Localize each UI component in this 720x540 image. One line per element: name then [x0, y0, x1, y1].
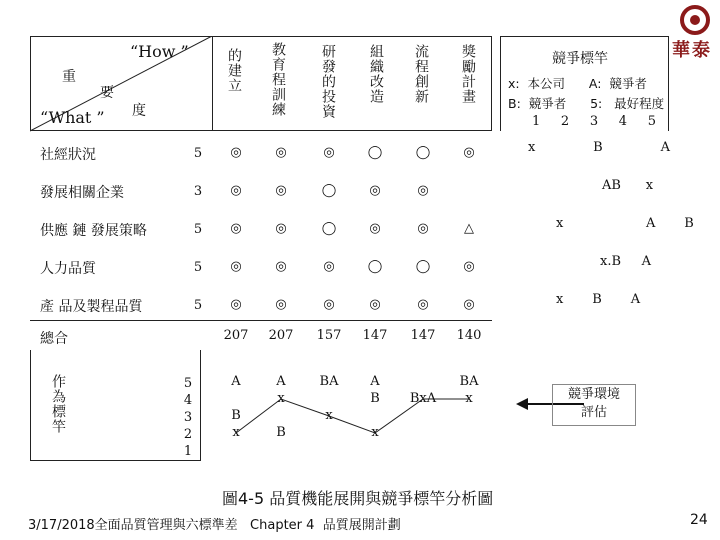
how-label: “How ” — [130, 42, 189, 61]
page-number: 24 — [690, 512, 708, 528]
legend-box-left — [500, 36, 501, 131]
column-header-6: 獎勵計畫 — [460, 44, 476, 104]
benchmark-mark: x — [232, 425, 240, 440]
row-weight: 3 — [193, 184, 203, 199]
benchmark-mark: BxA — [409, 391, 437, 406]
relation-mark: ◎ — [275, 259, 287, 274]
total-value: 157 — [316, 328, 342, 343]
column-header-2: 教育程訓練 — [270, 42, 286, 117]
legend-box-top — [500, 36, 669, 37]
scale-level: 1 — [183, 444, 193, 459]
legend-line-1: x: 本公司 A: 競爭者 — [508, 76, 647, 91]
evaluation-label: 競爭環境 評估 — [567, 387, 620, 420]
relation-mark: ◎ — [230, 145, 242, 160]
benchmark-mark: BA — [319, 374, 339, 389]
relation-mark: ◎ — [369, 183, 381, 198]
row-label: 社經狀況 — [40, 147, 96, 163]
relation-mark: ◎ — [417, 221, 429, 236]
relation-mark: ◎ — [230, 221, 242, 236]
publisher-logo-text: 華泰 — [672, 40, 712, 61]
relation-mark: ◎ — [417, 297, 429, 312]
weight-char-3: 度 — [132, 103, 146, 119]
scale-level: 4 — [183, 393, 193, 408]
column-header-5: 流程創新 — [413, 44, 429, 104]
relation-mark: ◎ — [323, 297, 335, 312]
relation-mark: ◯ — [321, 221, 337, 236]
benchmark-mark: x — [465, 391, 473, 406]
row-label: 人力品質 — [40, 261, 96, 277]
relation-mark: ◯ — [321, 183, 337, 198]
benchmark-mark: x — [371, 425, 379, 440]
benchmark-mark: A — [276, 374, 286, 389]
row-label: 產 品及製程品質 — [40, 299, 143, 315]
benchmark-mark: x — [325, 408, 333, 423]
benchmark-box-bottom — [30, 460, 201, 461]
relation-mark: ◎ — [323, 259, 335, 274]
relation-mark: ◯ — [367, 259, 383, 274]
benchmark-box-left — [30, 350, 31, 460]
scale-level: 2 — [183, 427, 193, 442]
relation-mark: ◎ — [275, 297, 287, 312]
relation-mark: △ — [464, 221, 474, 236]
legend-row: x A B — [556, 216, 694, 231]
relation-mark: ◎ — [275, 221, 287, 236]
relation-mark: ◯ — [415, 145, 431, 160]
benchmark-mark: x — [277, 391, 285, 406]
legend-scale: 1 2 3 4 5 — [532, 114, 657, 129]
legend-row: x B A — [528, 140, 670, 155]
relation-mark: ◎ — [369, 221, 381, 236]
scale-level: 3 — [183, 410, 193, 425]
relation-mark: ◎ — [463, 145, 475, 160]
header-right-line — [491, 36, 492, 131]
benchmark-side-label: 作為標竿 — [50, 374, 66, 434]
relation-mark: ◯ — [367, 145, 383, 160]
benchmark-mark: A — [231, 374, 241, 389]
benchmark-mark: B — [370, 391, 380, 406]
benchmark-mark: B — [276, 425, 286, 440]
weight-char-1: 重 — [62, 69, 76, 85]
weight-char-2: 要 — [100, 85, 114, 101]
row-label: 供應 鏈 發展策略 — [40, 223, 147, 239]
legend-row: AB x — [602, 178, 654, 193]
what-label: “What ” — [40, 108, 105, 127]
legend-box-right — [668, 36, 669, 131]
relation-mark: ◎ — [230, 297, 242, 312]
relation-mark: ◎ — [275, 145, 287, 160]
relation-mark: ◎ — [463, 259, 475, 274]
relation-mark: ◎ — [463, 297, 475, 312]
row-label: 發展相關企業 — [40, 185, 124, 201]
legend-row: x B A — [556, 292, 641, 307]
benchmark-mark: B — [231, 408, 241, 423]
relation-mark: ◎ — [323, 145, 335, 160]
publisher-logo-icon — [676, 4, 714, 38]
legend-title: 競爭標竿 — [552, 51, 608, 67]
relation-mark: ◎ — [275, 183, 287, 198]
total-value: 147 — [362, 328, 388, 343]
footer-left: 3/17/2018全面品質管理與六標準差 Chapter 4 品質展開計劃 — [28, 518, 401, 533]
totals-label: 總合 — [40, 331, 68, 347]
benchmark-mark: BA — [459, 374, 479, 389]
figure-caption: 圖4-5 品質機能展開與競爭標竿分析圖 — [222, 489, 494, 508]
total-value: 207 — [268, 328, 294, 343]
column-header-3: 研發的投資 — [320, 44, 336, 119]
total-value: 207 — [223, 328, 249, 343]
total-value: 147 — [410, 328, 436, 343]
relation-mark: ◎ — [417, 183, 429, 198]
row-weight: 5 — [193, 298, 203, 313]
row-weight: 5 — [193, 260, 203, 275]
relation-mark: ◎ — [230, 183, 242, 198]
legend-row: x.B A — [600, 254, 652, 269]
totals-divider — [30, 320, 492, 321]
benchmark-mark: A — [370, 374, 380, 389]
benchmark-profile — [200, 350, 500, 460]
column-header-4: 組織改造 — [368, 44, 384, 104]
row-weight: 5 — [193, 146, 203, 161]
relation-mark: ◯ — [415, 259, 431, 274]
relation-mark: ◎ — [369, 297, 381, 312]
relation-mark: ◎ — [230, 259, 242, 274]
column-header-1: 的建立 — [226, 48, 242, 93]
scale-level: 5 — [183, 376, 193, 391]
legend-line-2: B: 競爭者 5: 最好程度 — [508, 96, 665, 111]
total-value: 140 — [456, 328, 482, 343]
row-weight: 5 — [193, 222, 203, 237]
